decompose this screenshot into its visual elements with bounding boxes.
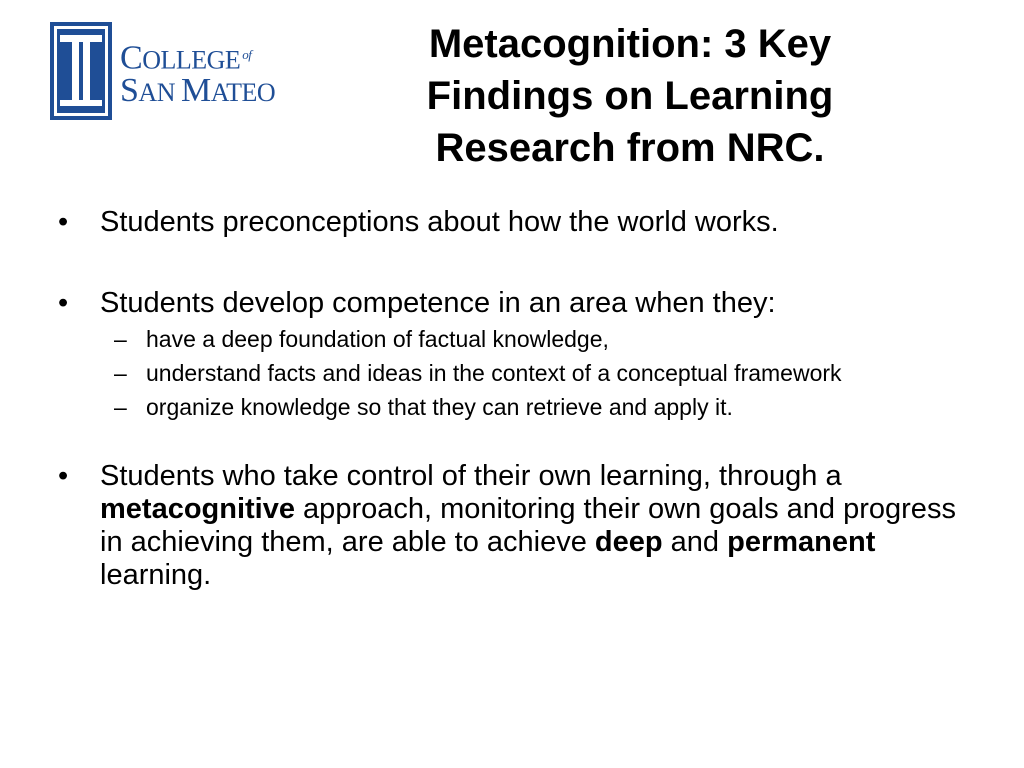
title-line-3: Research from NRC.: [435, 126, 825, 170]
sub-bullet-foundation: [100, 326, 958, 352]
slide-body: [58, 206, 958, 592]
sub-bullet-framework: [100, 360, 958, 386]
bullet-text: Students develop competence in an area when they:: [100, 287, 776, 319]
sub-bullet-organize: [100, 394, 958, 420]
sub-bullet-text: organize knowledge so that they can retrieve and apply it.: [146, 394, 733, 420]
wordmark-cap-s: S: [120, 71, 139, 109]
sub-bullet-list: [100, 326, 958, 420]
sub-bullet-dash: –: [114, 326, 127, 352]
sub-bullet-dash: –: [114, 394, 127, 420]
wordmark-of: of: [242, 47, 252, 62]
college-wordmark: [120, 40, 280, 108]
bullet-text-part-4: learning.: [100, 559, 212, 591]
bullet-marker: •: [58, 287, 69, 319]
wordmark-line-college: [120, 40, 280, 76]
sub-bullet-dash: –: [114, 360, 127, 386]
college-logo: [50, 22, 280, 122]
bullet-competence: [58, 287, 958, 420]
emphasis-permanent: permanent: [727, 526, 876, 558]
college-seal-icon: [50, 22, 112, 120]
bullet-text-part-2: approach, monitoring their own goals and progress in achieving them, are able to achieve: [100, 493, 956, 558]
wordmark-text-an: AN: [138, 77, 181, 107]
emphasis-metacognitive: metacognitive: [100, 493, 295, 525]
slide-title: [340, 18, 920, 174]
bullet-text-part-1: Students who take control of their own learning, through a: [100, 460, 842, 492]
sub-bullet-text: have a deep foundation of factual knowledge,: [146, 326, 609, 352]
wordmark-text-ollege: OLLEGE: [142, 45, 241, 75]
bullet-marker: •: [58, 206, 69, 238]
sub-bullet-text: understand facts and ideas in the context of a conceptual framework: [146, 360, 842, 386]
bullet-metacognitive: [58, 460, 958, 592]
wordmark-cap-c: C: [120, 39, 143, 77]
bullet-marker: •: [58, 460, 69, 492]
bullet-text-part-3: and: [662, 526, 728, 558]
wordmark-text-ateo: ATEO: [210, 77, 276, 107]
title-line-2: Findings on Learning: [426, 74, 834, 118]
bullet-preconceptions: [58, 206, 958, 239]
wordmark-cap-m: M: [180, 71, 211, 109]
emphasis-deep: deep: [594, 526, 663, 558]
title-line-1: Metacognition: 3 Key: [428, 22, 832, 66]
wordmark-line-san-mateo: [120, 71, 280, 109]
bullet-text: Students preconceptions about how the world works.: [100, 206, 779, 238]
